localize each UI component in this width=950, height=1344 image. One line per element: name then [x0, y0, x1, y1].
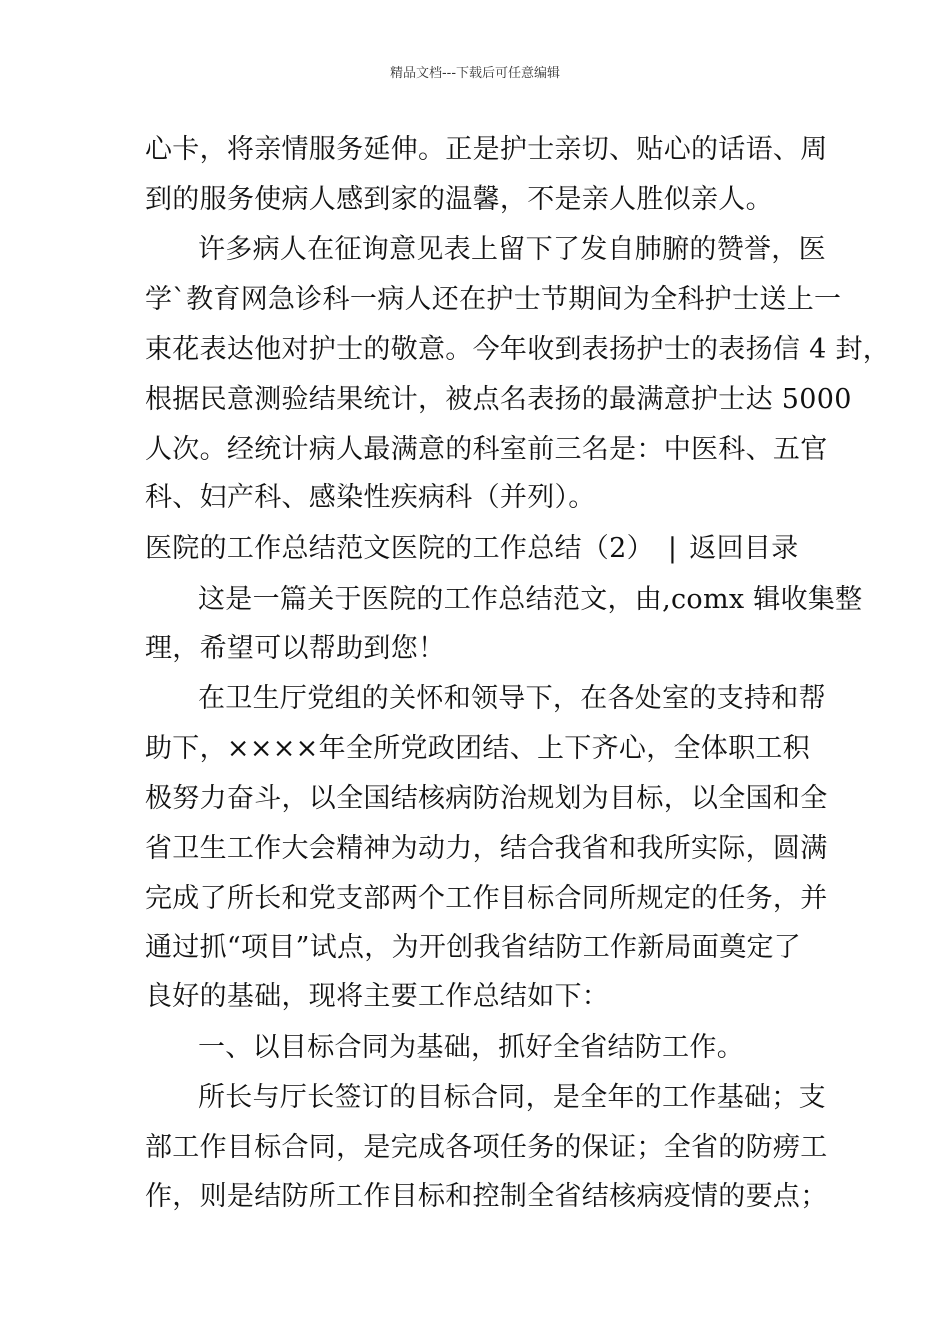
- paragraph-line: 到的服务使病人感到家的温馨，不是亲人胜似亲人。: [145, 184, 773, 215]
- section-title: 医院的工作总结范文医院的工作总结（2）: [145, 533, 654, 564]
- paragraph-line: 在卫生厅党组的关怀和领导下，在各处室的支持和帮: [198, 683, 826, 714]
- paragraph-line: 人次。经统计病人最满意的科室前三名是：中医科、五官: [145, 434, 828, 465]
- paragraph-line: 良好的基础，现将主要工作总结如下：: [145, 981, 610, 1012]
- paragraph-line: 完成了所长和党支部两个工作目标合同所规定的任务，并: [145, 883, 828, 914]
- paragraph-line: 通过抓“项目”试点，为开创我省结防工作新局面奠定了: [145, 932, 802, 963]
- paragraph-line: 所长与厅长签订的目标合同，是全年的工作基础；支: [198, 1082, 826, 1113]
- paragraph-line: 根据民意测验结果统计，被点名表扬的最满意护士达 5000: [145, 384, 852, 415]
- paragraph-line: 一、以目标合同为基础，抓好全省结防工作。: [198, 1032, 744, 1063]
- paragraph-line: 心卡，将亲情服务延伸。正是护士亲切、贴心的话语、周: [145, 134, 828, 165]
- paragraph-line: 束花表达他对护士的敬意。今年收到表扬护士的表扬信 4 封，: [145, 334, 891, 365]
- paragraph-line: 作，则是结防所工作目标和控制全省结核病疫情的要点；: [145, 1181, 828, 1212]
- section-heading: [145, 532, 799, 566]
- separator: |: [667, 533, 678, 564]
- paragraph-line: 极努力奋斗，以全国结核病防治规划为目标，以全国和全: [145, 783, 828, 814]
- paragraph-line: 许多病人在征询意见表上留下了发自肺腑的赞誉，医: [198, 234, 826, 265]
- back-to-toc-link[interactable]: 返回目录: [689, 533, 799, 564]
- page-header: 精品文档---下载后可任意编辑: [389, 66, 561, 81]
- paragraph-line: 省卫生工作大会精神为动力，结合我省和我所实际，圆满: [145, 833, 828, 864]
- paragraph-line: 学`教育网急诊科一病人还在护士节期间为全科护士送上一: [145, 284, 842, 315]
- paragraph-line: 科、妇产科、感染性疾病科（并列）。: [145, 482, 596, 513]
- paragraph-line: 助下，××××年全所党政团结、上下齐心，全体职工积: [145, 733, 810, 764]
- paragraph-line: 这是一篇关于医院的工作总结范文，由,comx 辑收集整: [198, 584, 863, 615]
- paragraph-line: 部工作目标合同，是完成各项任务的保证；全省的防痨工: [145, 1132, 828, 1163]
- paragraph-line: 理，希望可以帮助到您！: [145, 633, 446, 664]
